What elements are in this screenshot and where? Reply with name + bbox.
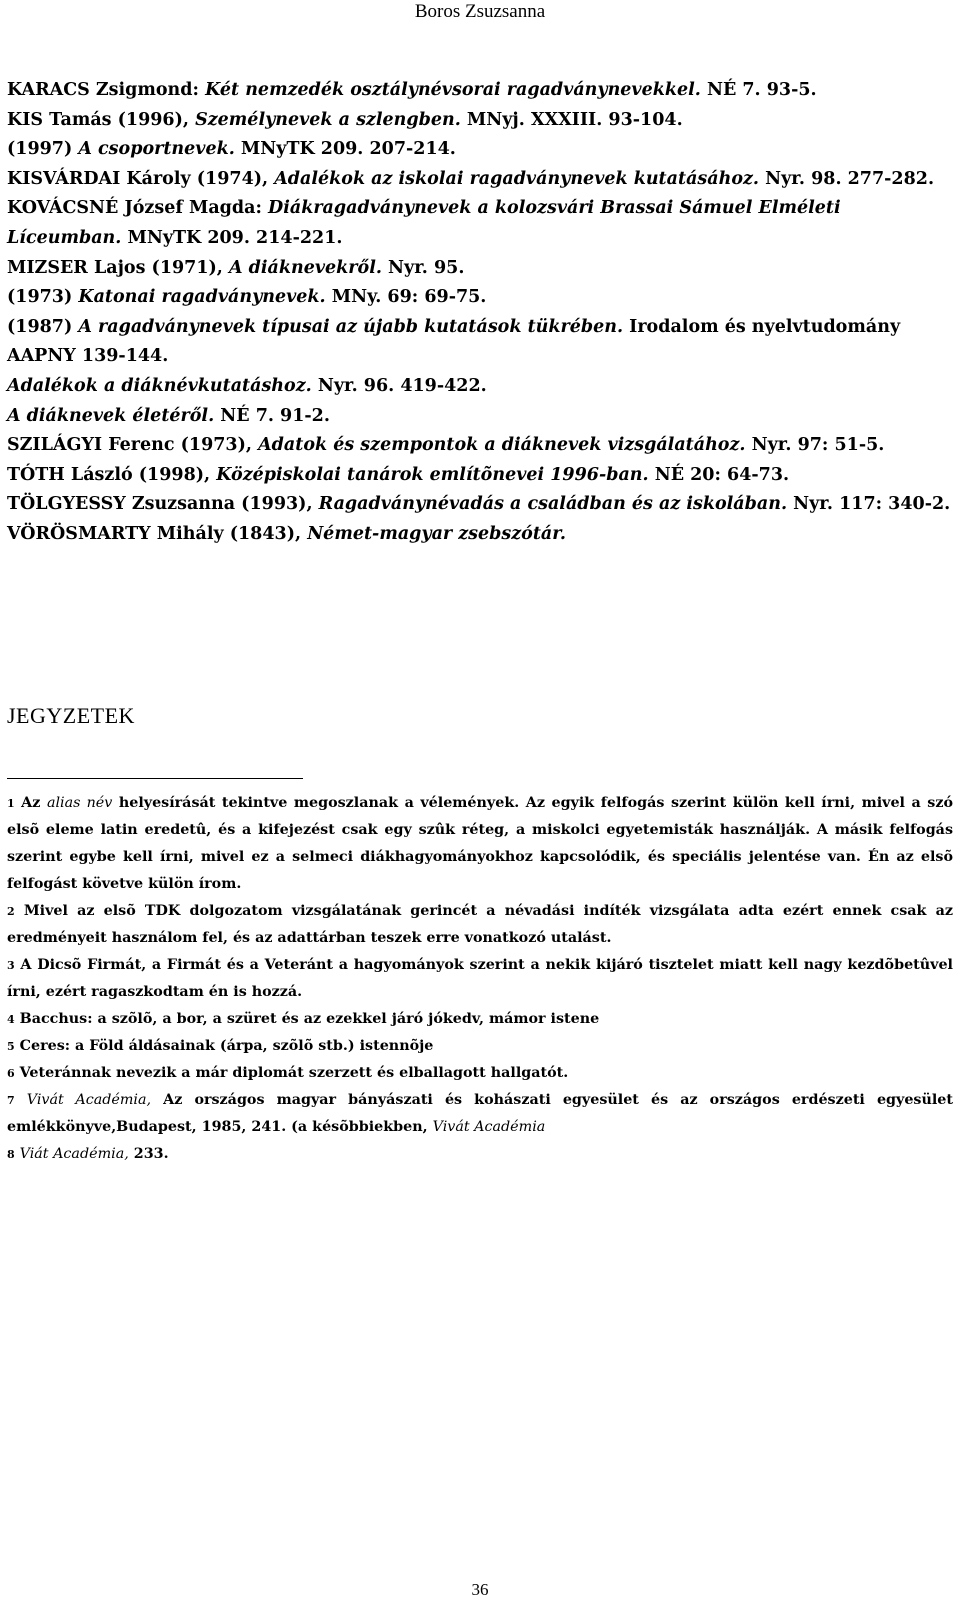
footnote-text: Ceres: a Föld áldásainak (árpa, szõlõ stb.) istennõje <box>14 1038 434 1054</box>
footnote-list <box>7 790 953 1168</box>
footnote-number: 3 <box>7 959 15 972</box>
reference-source: Irodalom és nyelvtudomány AAPNY 139-144. <box>7 316 901 367</box>
reference-entry <box>7 402 953 432</box>
reference-entry <box>7 490 953 520</box>
footnote-number: 7 <box>7 1094 15 1107</box>
reference-source: MNyTK 209. 214-221. <box>121 227 343 248</box>
footnote-text: Az országos magyar bányászati és kohászati egyesület és az országos erdészeti egyesület emlékkönyve,Budapest, 1985, 241. (a késõbbiekben, <box>7 1092 954 1135</box>
reference-title: Német-magyar zsebszótár. <box>307 523 566 544</box>
reference-author: KIS Tamás (1996), <box>7 109 196 130</box>
reference-title: A ragadványnevek típusai az újabb kutatások tükrében. <box>78 316 624 337</box>
reference-source: NÉ 7. 93-5. <box>700 80 817 100</box>
reference-entry <box>7 135 953 165</box>
reference-entry <box>7 372 953 402</box>
reference-entry <box>7 76 953 106</box>
reference-entry <box>7 520 953 550</box>
reference-entry <box>7 283 953 313</box>
reference-author: KISVÁRDAI Károly (1974), <box>7 168 275 189</box>
reference-source: Nyr. 95. <box>381 257 465 278</box>
reference-source: MNy. 69: 69-75. <box>325 287 487 308</box>
footnote-entry <box>7 790 953 898</box>
footnote-text <box>15 1092 27 1108</box>
footnote-italic: Vivát Académia, <box>26 1092 152 1108</box>
reference-source: Nyr. 96. 419-422. <box>311 375 487 396</box>
reference-title: A diáknevek életéről. <box>7 405 215 426</box>
footnote-entry <box>7 952 953 1006</box>
footnote-text: Bacchus: a szõlõ, a bor, a szüret és az ezekkel járó jókedv, mámor istene <box>14 1011 600 1027</box>
footnote-number: 6 <box>7 1067 15 1080</box>
reference-entry <box>7 194 953 253</box>
reference-author: (1987) <box>7 316 79 337</box>
footnote-entry <box>7 1033 953 1060</box>
footnote-entry <box>7 1087 953 1141</box>
footnote-entry <box>7 1006 953 1033</box>
footnote-italic: Vivát Académia <box>432 1119 546 1135</box>
reference-source: Nyr. 117: 340-2. <box>787 494 951 515</box>
footnote-number: 8 <box>7 1148 15 1161</box>
footnote-italic: Viát Académia, <box>19 1146 129 1162</box>
reference-author: (1973) <box>7 287 79 308</box>
reference-source: NÉ 20: 64-73. <box>648 464 790 485</box>
footnote-text: Mivel az elsõ TDK dolgozatom vizsgálatának gerincét a névadási indíték vizsgálata adta ezért ennek csak az eredményeit használom fel, és az adattárban teszek erre vonatkozó utalást. <box>7 903 953 946</box>
reference-entry <box>7 313 953 372</box>
reference-author: MIZSER Lajos (1971), <box>7 257 229 278</box>
footnote-number: 1 <box>7 797 15 810</box>
footnote-text: 233. <box>128 1146 169 1162</box>
running-header: Boros Zsuzsanna <box>414 1 546 22</box>
footnote-text: Veteránnak nevezik a már diplomát szerzett és elballagott hallgatót. <box>14 1065 569 1081</box>
footnote-text: helyesírását tekintve megoszlanak a vélemények. Az egyik felfogás szerint külön kell írni, mivel a szó elsõ eleme latin eredetû, és a kifejezést csak egy szûk réteg, a miskolci egyetemisták használják. A másik felfogás szerint egybe kell írni, mivel ez a selmeci diákhagyományokhoz kapcsolódik, és speciális jelentése van. Én az elsõ felfogást követve külön írom. <box>7 795 953 892</box>
reference-entry <box>7 106 953 136</box>
reference-source: Nyr. 98. 277-282. <box>759 168 935 189</box>
reference-source: NÉ 7. 91-2. <box>214 405 330 426</box>
reference-author: TÖLGYESSY Zsuzsanna (1993), <box>7 494 319 515</box>
footnote-rule <box>7 778 303 779</box>
notes-heading: JEGYZETEK <box>7 703 135 728</box>
reference-source: MNyj. XXXIII. 93-104. <box>460 109 683 130</box>
footnote-text: Az <box>14 795 47 811</box>
reference-entry <box>7 431 953 461</box>
reference-title: Középiskolai tanárok említõnevei 1996-ban. <box>216 464 649 485</box>
reference-title: Adalékok az iskolai ragadványnevek kutatásához. <box>274 168 760 189</box>
reference-title: Ragadványnévadás a családban és az iskolában. <box>318 494 788 515</box>
footnote-entry <box>7 1060 953 1087</box>
reference-entry <box>7 254 953 284</box>
reference-author: VÖRÖSMARTY Mihály (1843), <box>7 523 308 544</box>
reference-author: KOVÁCSNÉ József Magda: <box>7 198 269 219</box>
page-number: 36 <box>471 1580 489 1599</box>
reference-title: Katonai ragadványnevek. <box>78 287 326 308</box>
reference-entry <box>7 461 953 491</box>
reference-author: KARACS Zsigmond: <box>7 80 206 100</box>
reference-title: A diáknevekről. <box>229 257 382 278</box>
footnote-number: 5 <box>7 1040 15 1053</box>
reference-source: Nyr. 97: 51-5. <box>745 435 885 456</box>
reference-title: A csoportnevek. <box>78 139 235 160</box>
footnote-entry <box>7 1141 953 1168</box>
reference-author: SZILÁGYI Ferenc (1973), <box>7 435 259 456</box>
footnote-number: 4 <box>7 1013 15 1026</box>
footnote-text: A Dicsõ Firmát, a Firmát és a Veteránt a hagyományok szerint a nekik kijáró tisztelet miatt kell nagy kezdõbetûvel írni, ezért ragaszkodtam én is hozzá. <box>7 957 953 1000</box>
reference-title: Diákragadványnevek a kolozsvári Brassai Sámuel Elméleti Líceumban. <box>7 198 841 248</box>
reference-author: TÓTH László (1998), <box>7 464 217 485</box>
reference-title: Adatok és szempontok a diáknevek vizsgálatához. <box>258 435 746 456</box>
reference-title: Adalékok a diáknévkutatáshoz. <box>7 375 312 396</box>
footnote-number: 2 <box>7 905 15 918</box>
reference-title: Személynevek a szlengben. <box>195 109 461 130</box>
footnote-italic: alias név <box>46 795 113 811</box>
reference-source: MNyTK 209. 207-214. <box>234 139 456 160</box>
reference-title: Két nemzedék osztálynévsorai ragadványnevekkel. <box>205 80 701 100</box>
footnote-entry <box>7 898 953 952</box>
reference-list <box>7 76 953 550</box>
reference-author: (1997) <box>7 139 79 160</box>
reference-entry <box>7 165 953 195</box>
